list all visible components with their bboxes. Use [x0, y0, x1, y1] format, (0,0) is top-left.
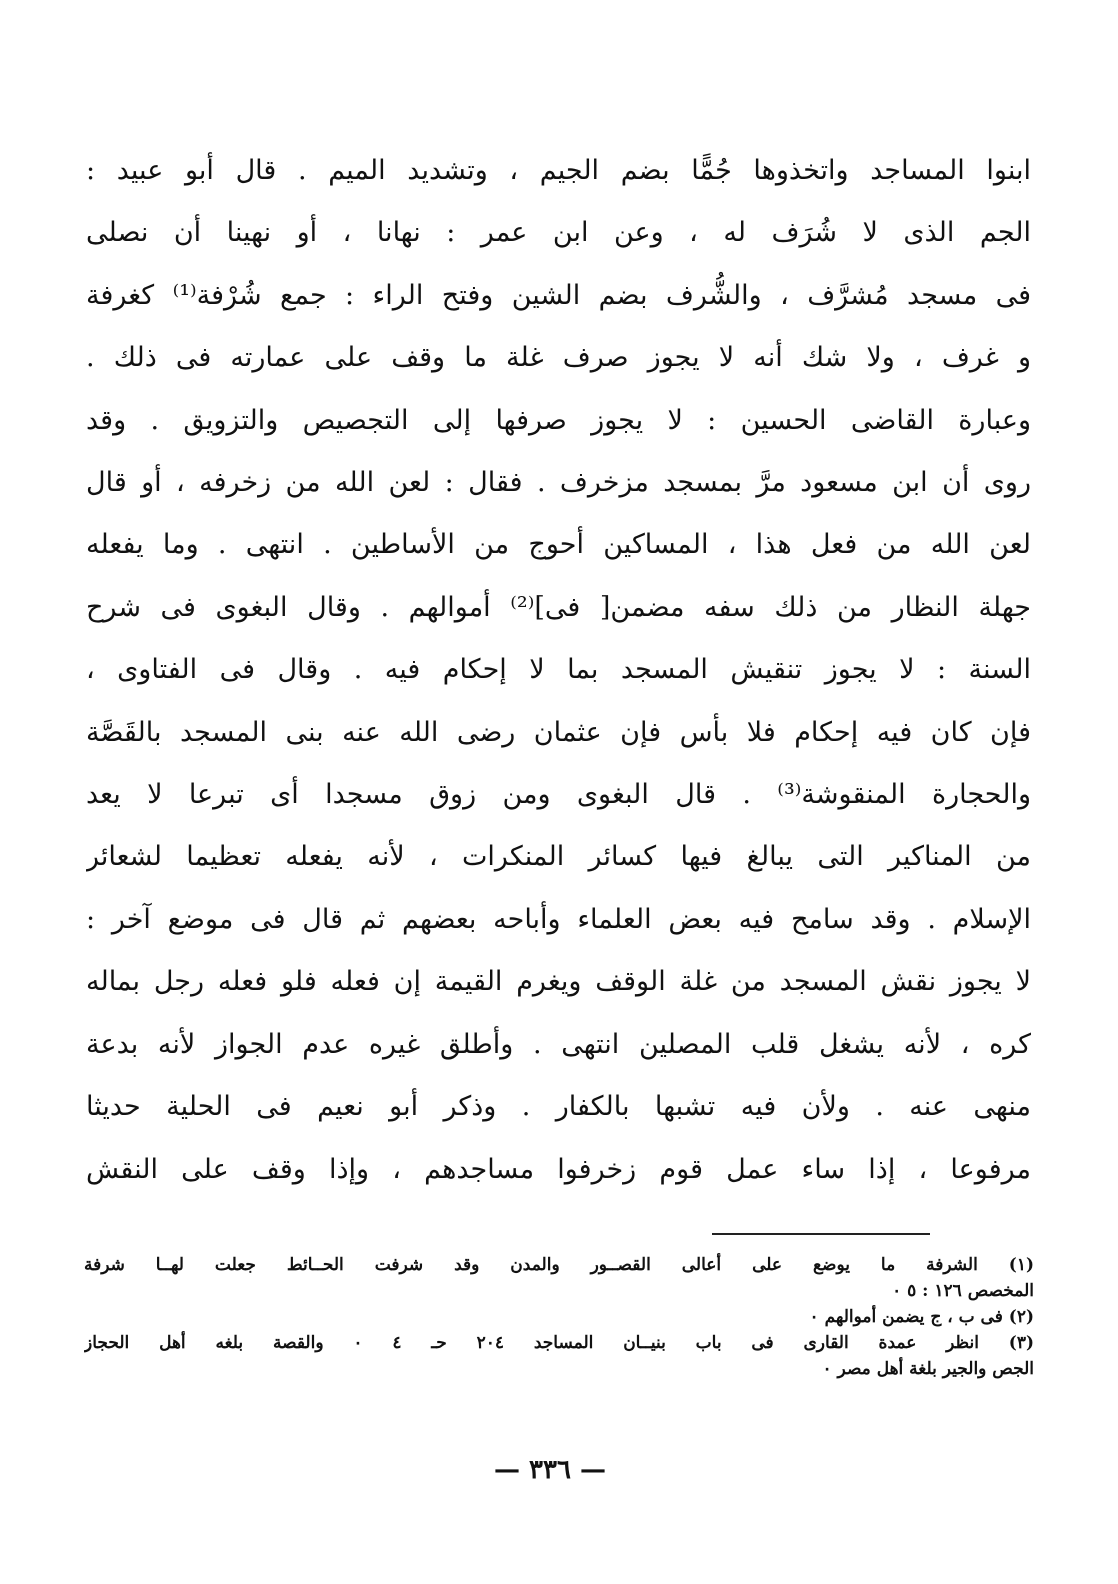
- body-line-6: روى أن ابن مسعود مرَّ بمسجد مزخرف . فقال : لعن الله من زخرفه ، أو قال: [86, 467, 1031, 499]
- body-line-3: فى مسجد مُشرَّف ، والشُّرف بضم الشين وفتح الراء : جمع شُرْفة⁽¹⁾ كغرفة: [86, 279, 1031, 311]
- body-line-9: السنة : لا يجوز تنقيش المسجد بما لا إحكام فيه . وقال فى الفتاوى ،: [86, 654, 1031, 686]
- body-line-17: مرفوعا ، إذا ساء عمل قوم زخرفوا مساجدهم ، وإذا وقف على النقش: [86, 1153, 1031, 1185]
- footnote-2: (٢) فى ب ، ج يضمن أموالهم ٠: [809, 1307, 1034, 1327]
- footnote-3-line-2: الجص والجير بلغة أهل مصر ٠: [822, 1359, 1034, 1379]
- body-line-4: و غرف ، ولا شك أنه لا يجوز صرف غلة ما وقف على عمارته فى ذلك .: [86, 342, 1031, 374]
- body-line-14: لا يجوز نقش المسجد من غلة الوقف ويغرم القيمة إن فعله فلو فعله رجل بماله: [86, 966, 1031, 998]
- body-line-10: فإن كان فيه إحكام فلا بأس فإن عثمان رضى الله عنه بنى المسجد بالقَصَّة: [86, 716, 1031, 748]
- page-number: — ٣٣٦ —: [493, 1455, 607, 1485]
- body-text: [86, 140, 1031, 1201]
- body-line-11: والحجارة المنقوشة⁽³⁾ . قال البغوى ومن زوق مسجدا أى تبرعا لا يعد: [86, 779, 1031, 811]
- body-line-7: لعن الله من فعل هذا ، المساكين أحوج من الأساطين . انتهى . وما يفعله: [86, 529, 1031, 561]
- footnote-separator: [712, 1233, 930, 1235]
- body-line-15: كره ، لأنه يشغل قلب المصلين انتهى . وأطلق غيره عدم الجواز لأنه بدعة: [86, 1028, 1031, 1060]
- body-line-13: الإسلام . وقد سامح فيه بعض العلماء وأباحه بعضهم ثم قال فى موضع آخر :: [86, 903, 1031, 935]
- body-line-16: منهى عنه . ولأن فيه تشبها بالكفار . وذكر أبو نعيم فى الحلية حديثا: [86, 1091, 1031, 1123]
- footnotes: [84, 1252, 1034, 1382]
- body-line-5: وعبارة القاضى الحسين : لا يجوز صرفها إلى التجصيص والتزويق . وقد: [86, 404, 1031, 436]
- body-line-8: جهلة النظار من ذلك سفه مضمن[ فى]⁽²⁾ أموالهم . وقال البغوى فى شرح: [86, 591, 1031, 623]
- body-line-1: ابنوا المساجد واتخذوها جُمًّا بضم الجيم ، وتشديد الميم . قال أبو عبيد :: [86, 155, 1031, 186]
- footnote-1-line-1: (١) الشرفة ما يوضع على أعالى القصــور والمدن وقد شرفت الحــائط جعلت لهــا شرفة: [84, 1255, 1034, 1275]
- footnote-1-line-2: المخصص ١٢٦ : ٥ ٠: [892, 1281, 1034, 1301]
- body-line-12: من المناكير التى يبالغ فيها كسائر المنكرات ، لأنه يفعله تعظيما لشعائر: [86, 841, 1031, 873]
- body-line-2: الجم الذى لا شُرَف له ، وعن ابن عمر : نهانا ، أو نهينا أن نصلى: [86, 217, 1031, 249]
- footnote-3-line-1: (٣) انظر عمدة القارى فى باب بنيــان المساجد ٢٠٤ حـ ٤ ٠ والقصة بلغه أهل الحجاز: [84, 1333, 1034, 1353]
